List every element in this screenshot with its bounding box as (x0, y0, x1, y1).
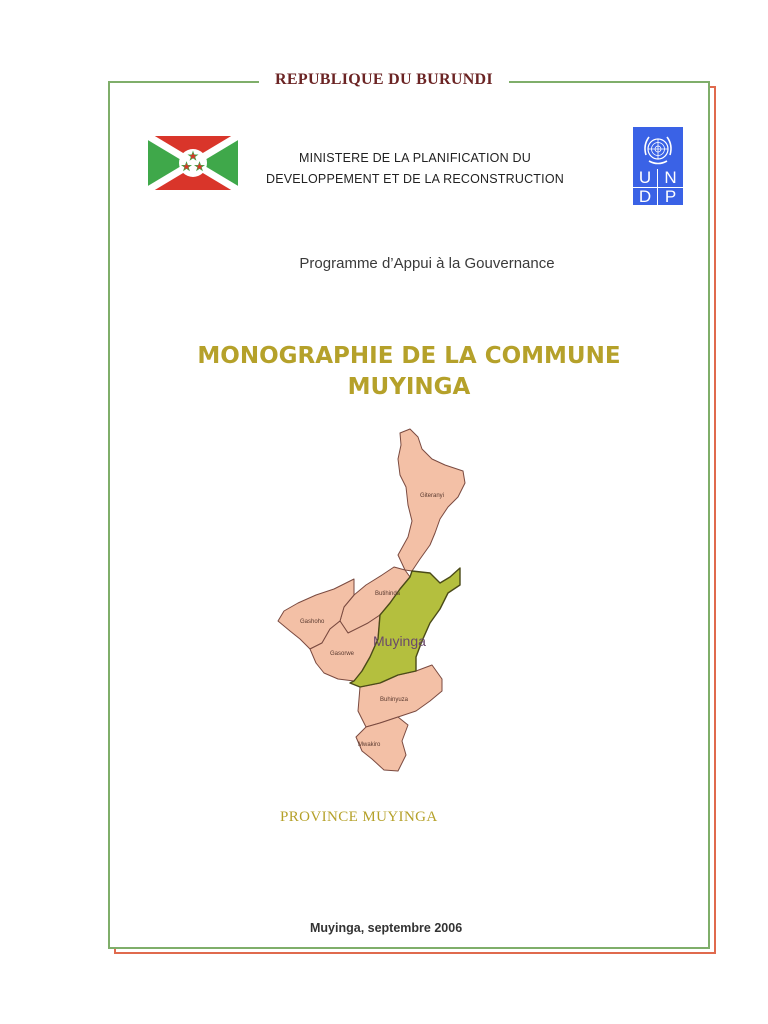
map-label-buhinyuza: Buhinyuza (380, 697, 409, 703)
undp-letter-u: U (633, 169, 658, 188)
map-label-giteranyi: Giteranyi (420, 493, 445, 499)
undp-letter-p: P (664, 187, 677, 206)
title-line-1: MONOGRAPHIE DE LA COMMUNE (197, 343, 621, 369)
commune-map (270, 425, 480, 780)
ministry-line-1: MINISTERE DE LA PLANIFICATION DU (299, 151, 531, 165)
burundi-flag-icon (148, 136, 238, 190)
ministry-name (250, 148, 580, 190)
un-emblem-icon (640, 131, 676, 167)
undp-letter-n: N (658, 169, 683, 188)
province-name: PROVINCE MUYINGA (280, 809, 438, 825)
undp-letter-d: D (633, 188, 658, 206)
map-label-muyinga: Muyinga (373, 633, 426, 649)
document-title (108, 341, 710, 403)
map-region-giteranyi (398, 429, 465, 571)
map-label-gashoho: Gashoho (300, 619, 325, 625)
map-label-butihinda: Butihinda (375, 591, 401, 597)
undp-letters (633, 169, 683, 206)
ministry-line-2: DEVELOPPEMENT ET DE LA RECONSTRUCTION (266, 172, 564, 186)
map-label-mwakiro: Mwakiro (358, 742, 381, 748)
country-heading-text: REPUBLIQUE DU BURUNDI (259, 71, 509, 88)
title-line-2: MUYINGA (347, 374, 471, 400)
publication-date: Muyinga, septembre 2006 (310, 921, 463, 935)
undp-logo (633, 127, 683, 205)
map-label-gasorwe: Gasorwe (330, 651, 355, 657)
country-heading (0, 71, 768, 89)
programme-name: Programme d’Appui à la Gouvernance (299, 255, 555, 272)
